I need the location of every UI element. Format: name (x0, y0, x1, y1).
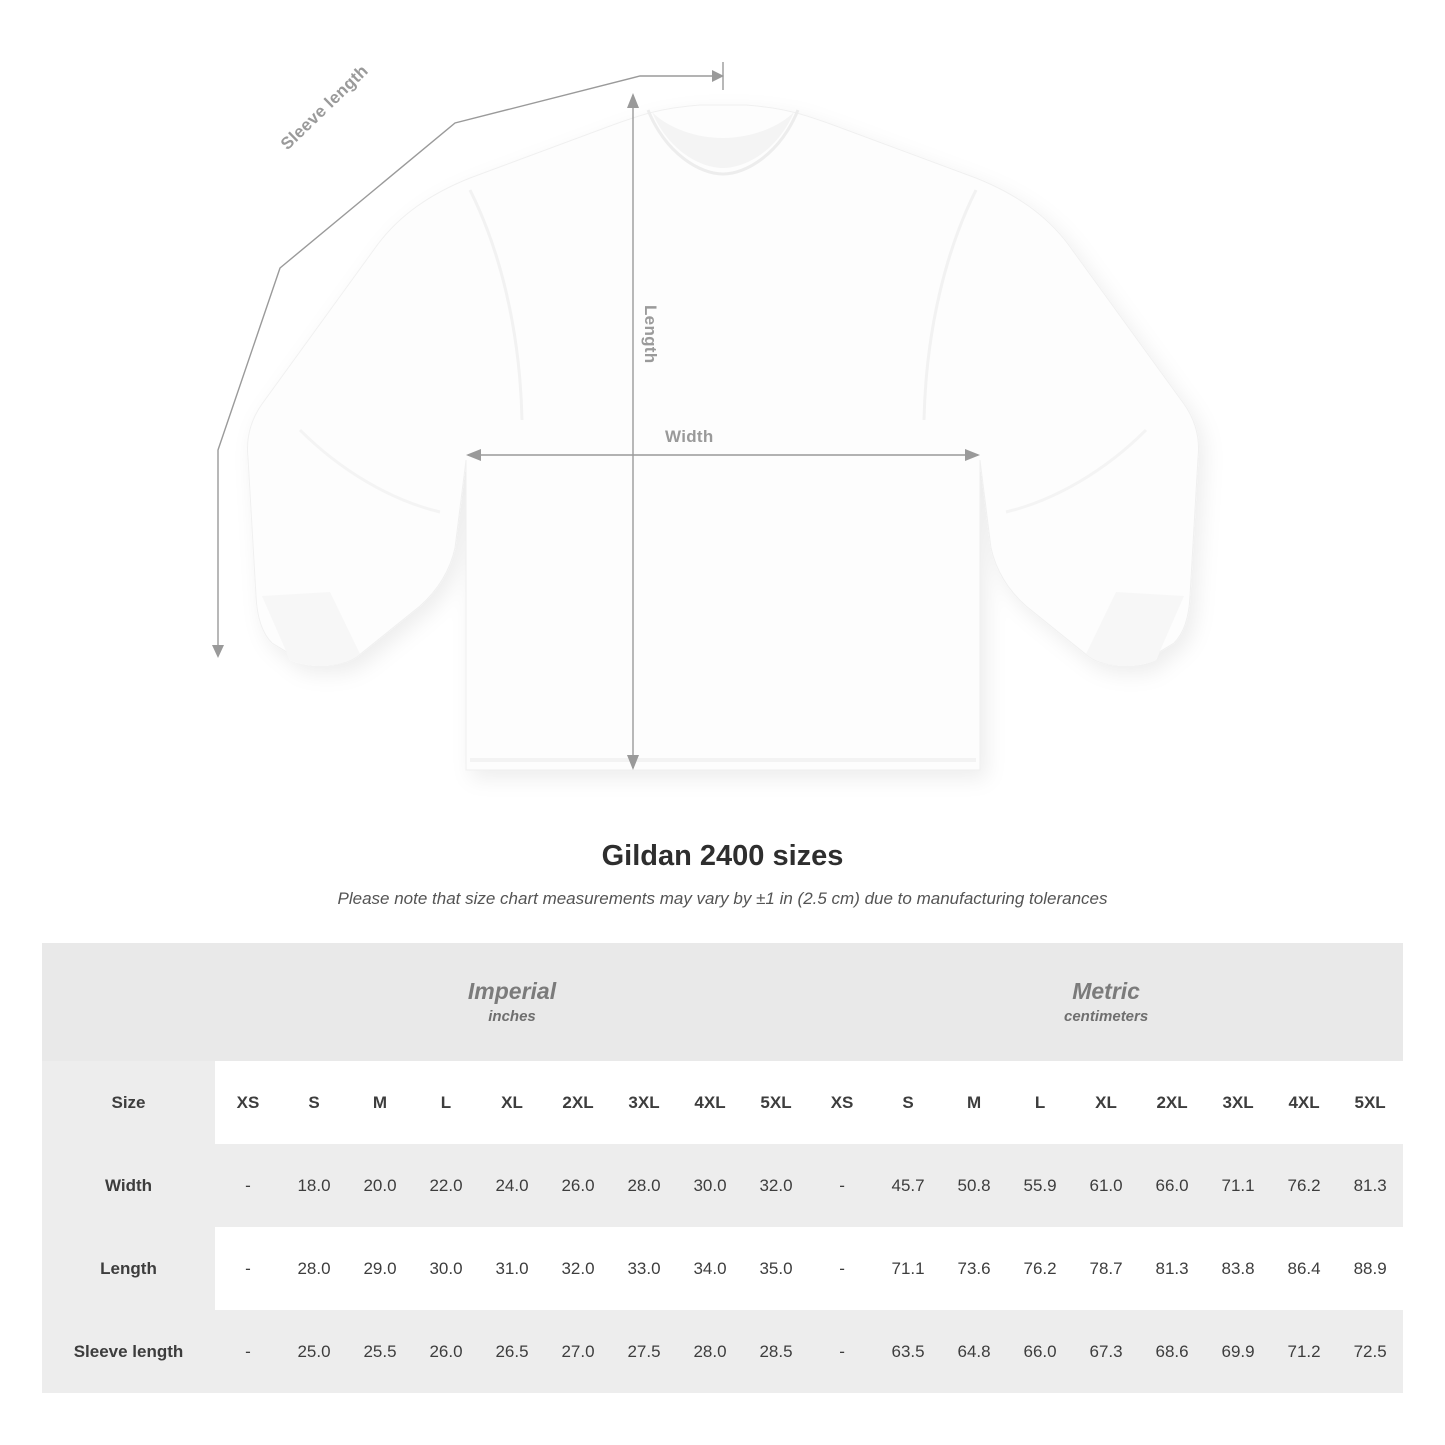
table-row (42, 1310, 1403, 1393)
cell-sleeve-13: 67.3 (1073, 1310, 1139, 1393)
column-header-size-15: 3XL (1205, 1061, 1271, 1144)
sleeve-length-label: Sleeve length (277, 61, 372, 154)
column-header-size-6: 3XL (611, 1061, 677, 1144)
cell-length-11: 73.6 (941, 1227, 1007, 1310)
cell-length-13: 78.7 (1073, 1227, 1139, 1310)
unit-header-row (42, 943, 1403, 1061)
column-header-size-14: 2XL (1139, 1061, 1205, 1144)
cell-width-9: - (809, 1144, 875, 1227)
title-block (0, 840, 1445, 909)
size-chart-table-wrapper (42, 943, 1403, 1393)
unit-header-imperial (215, 943, 809, 1061)
cell-sleeve-8: 28.5 (743, 1310, 809, 1393)
column-header-size-4: XL (479, 1061, 545, 1144)
width-label: Width (665, 427, 714, 446)
cell-sleeve-11: 64.8 (941, 1310, 1007, 1393)
row-header-sleeve-length: Sleeve length (42, 1310, 215, 1393)
cell-sleeve-10: 63.5 (875, 1310, 941, 1393)
column-header-size-5: 2XL (545, 1061, 611, 1144)
column-header-size-13: XL (1073, 1061, 1139, 1144)
unit-sub-metric: centimeters (1064, 1007, 1149, 1025)
column-header-size-16: 4XL (1271, 1061, 1337, 1144)
cell-width-6: 28.0 (611, 1144, 677, 1227)
length-label: Length (641, 305, 660, 364)
cell-sleeve-5: 27.0 (545, 1310, 611, 1393)
cell-width-14: 66.0 (1139, 1144, 1205, 1227)
column-header-size-3: L (413, 1061, 479, 1144)
cell-width-3: 22.0 (413, 1144, 479, 1227)
cell-width-12: 55.9 (1007, 1144, 1073, 1227)
table-row (42, 1144, 1403, 1227)
cell-length-17: 88.9 (1337, 1227, 1403, 1310)
cell-length-0: - (215, 1227, 281, 1310)
cell-width-13: 61.0 (1073, 1144, 1139, 1227)
page-title: Gildan 2400 sizes (601, 840, 844, 872)
shirt-shape (248, 105, 1199, 770)
cell-length-2: 29.0 (347, 1227, 413, 1310)
cell-length-8: 35.0 (743, 1227, 809, 1310)
cell-sleeve-0: - (215, 1310, 281, 1393)
cell-length-1: 28.0 (281, 1227, 347, 1310)
cell-sleeve-16: 71.2 (1271, 1310, 1337, 1393)
column-header-size-11: M (941, 1061, 1007, 1144)
cell-sleeve-1: 25.0 (281, 1310, 347, 1393)
row-header-length: Length (42, 1227, 215, 1310)
cell-length-14: 81.3 (1139, 1227, 1205, 1310)
cell-sleeve-9: - (809, 1310, 875, 1393)
cell-width-0: - (215, 1144, 281, 1227)
column-header-size-1: S (281, 1061, 347, 1144)
cell-width-16: 76.2 (1271, 1144, 1337, 1227)
size-chart-table (42, 943, 1403, 1393)
cell-sleeve-15: 69.9 (1205, 1310, 1271, 1393)
cell-length-15: 83.8 (1205, 1227, 1271, 1310)
column-header-size-17: 5XL (1337, 1061, 1403, 1144)
cell-sleeve-4: 26.5 (479, 1310, 545, 1393)
cell-width-4: 24.0 (479, 1144, 545, 1227)
unit-name-metric: Metric (1072, 978, 1140, 1005)
unit-header-metric (809, 943, 1403, 1061)
cell-length-12: 76.2 (1007, 1227, 1073, 1310)
column-header-size-9: XS (809, 1061, 875, 1144)
cell-sleeve-7: 28.0 (677, 1310, 743, 1393)
cell-sleeve-12: 66.0 (1007, 1310, 1073, 1393)
cell-sleeve-14: 68.6 (1139, 1310, 1205, 1393)
cell-length-10: 71.1 (875, 1227, 941, 1310)
column-header-size-12: L (1007, 1061, 1073, 1144)
unit-name-imperial: Imperial (467, 978, 557, 1005)
column-header-size-10: S (875, 1061, 941, 1144)
cell-width-1: 18.0 (281, 1144, 347, 1227)
unit-sub-imperial: inches (488, 1007, 536, 1025)
size-header-row (42, 1061, 1403, 1144)
column-header-size-0: XS (215, 1061, 281, 1144)
cell-sleeve-17: 72.5 (1337, 1310, 1403, 1393)
cell-width-8: 32.0 (743, 1144, 809, 1227)
column-header-size-7: 4XL (677, 1061, 743, 1144)
cell-length-6: 33.0 (611, 1227, 677, 1310)
cell-width-10: 45.7 (875, 1144, 941, 1227)
cell-length-4: 31.0 (479, 1227, 545, 1310)
cell-width-7: 30.0 (677, 1144, 743, 1227)
cell-length-3: 30.0 (413, 1227, 479, 1310)
cell-width-5: 26.0 (545, 1144, 611, 1227)
cell-width-15: 71.1 (1205, 1144, 1271, 1227)
cell-length-7: 34.0 (677, 1227, 743, 1310)
cell-sleeve-2: 25.5 (347, 1310, 413, 1393)
cell-width-17: 81.3 (1337, 1144, 1403, 1227)
cell-length-16: 86.4 (1271, 1227, 1337, 1310)
column-header-size: Size (42, 1061, 215, 1144)
table-row (42, 1227, 1403, 1310)
cell-sleeve-3: 26.0 (413, 1310, 479, 1393)
cell-length-9: - (809, 1227, 875, 1310)
cell-width-11: 50.8 (941, 1144, 1007, 1227)
unit-header-spacer (42, 943, 215, 1061)
column-header-size-2: M (347, 1061, 413, 1144)
row-header-width: Width (42, 1144, 215, 1227)
column-header-size-8: 5XL (743, 1061, 809, 1144)
cell-sleeve-6: 27.5 (611, 1310, 677, 1393)
cell-length-5: 32.0 (545, 1227, 611, 1310)
tolerance-note: Please note that size chart measurements may vary by ±1 in (2.5 cm) due to manufacturing tolerances (337, 889, 1108, 908)
cell-width-2: 20.0 (347, 1144, 413, 1227)
